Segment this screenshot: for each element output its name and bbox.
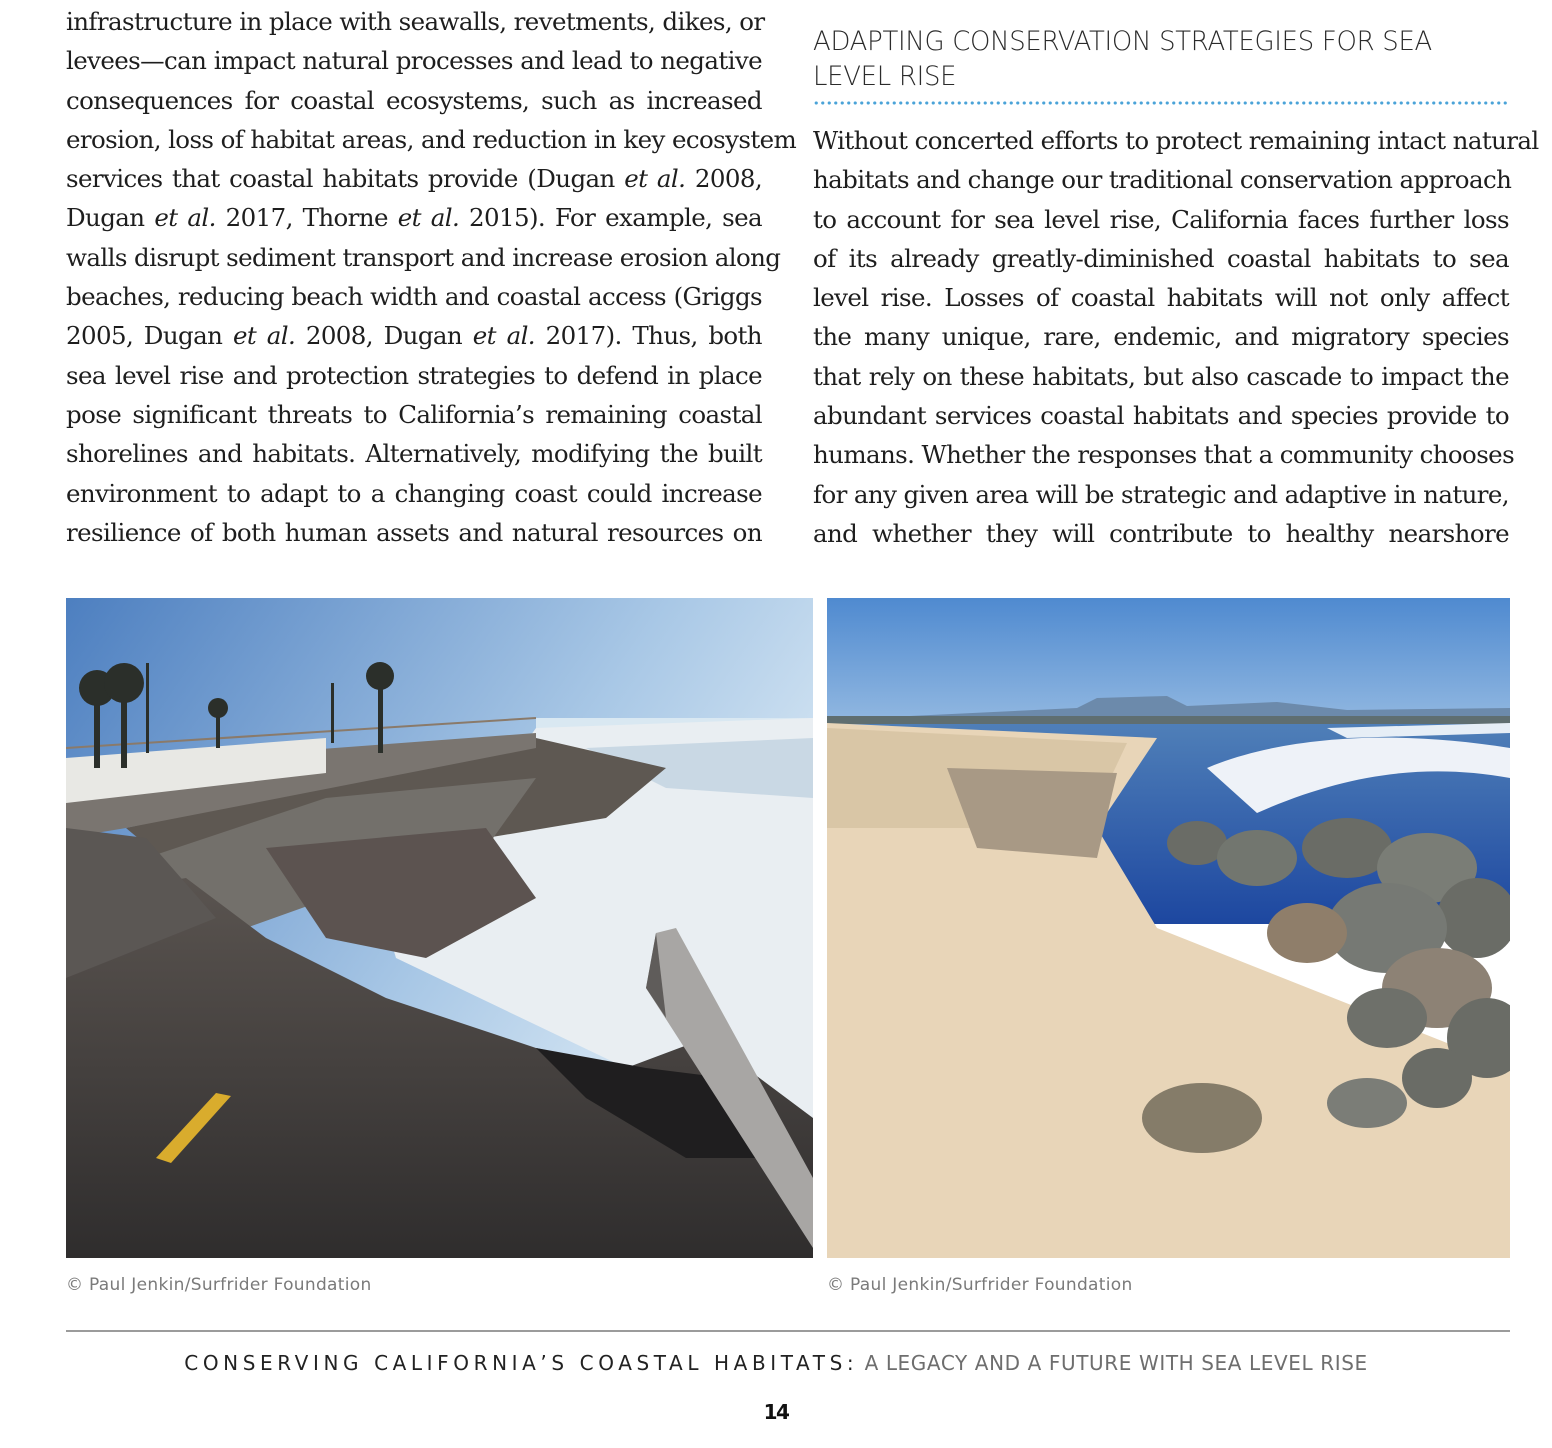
text-line: level rise. Losses of coastal habitats will not only affect [813,283,1509,313]
text-line: habitats and change our traditional conservation approach [813,165,1512,195]
text-line: Dugan et al. 2017, Thorne et al. 2015). For example, sea [66,203,763,233]
text-line: walls disrupt sediment transport and increase erosion along [66,242,781,272]
text-line: pose significant threats to California’s remaining coastal [66,399,762,429]
footer-title-subtitle: A LEGACY AND A FUTURE WITH SEA LEVEL RISE [864,1351,1368,1375]
text-line: of its already greatly-diminished coastal habitats to sea [813,243,1509,273]
page-number: 14 [763,1400,789,1424]
text-line: humans. Whether the responses that a community chooses [813,440,1515,470]
photo-credit-left: © Paul Jenkin/Surfrider Foundation [66,1275,372,1295]
text-line: consequences for coastal ecosystems, such as increased [66,85,762,115]
photo-credit-right: © Paul Jenkin/Surfrider Foundation [827,1275,1133,1295]
text-line: shorelines and habitats. Alternatively, modifying the built [66,439,762,469]
text-line: sea level rise and protection strategies to defend in place [66,360,762,390]
text-line: for any given area will be strategic and adaptive in nature, [813,479,1509,509]
heading-dotted-rule [813,101,1510,105]
footer-divider [66,1330,1510,1332]
text-line: infrastructure in place with seawalls, revetments, dikes, or [66,7,765,36]
text-line: that rely on these habitats, but also cascade to impact the [813,361,1509,391]
text-line: and whether they will contribute to healthy nearshore [813,518,1509,548]
footer-publication-title [0,1351,1552,1375]
text-line: resilience of both human assets and natural resources on [66,517,762,547]
text-line: levees—can impact natural processes and lead to negative [66,46,762,76]
text-line: environment to adapt to a changing coast could increase [66,478,762,508]
body-text-left-column [66,2,797,552]
text-line: 2005, Dugan et al. 2008, Dugan et al. 2017). Thus, both [66,321,762,351]
text-line: abundant services coastal habitats and species provide to [813,401,1509,431]
text-line: services that coastal habitats provide (Dugan et al. 2008, [66,164,763,194]
photo-beach-revetment [827,598,1510,1258]
section-heading: ADAPTING CONSERVATION STRATEGIES FOR SEA LEVEL RISE [813,26,1432,92]
footer-title-main: CONSERVING CALIFORNIA’S COASTAL HABITATS: [184,1351,859,1375]
body-text-right-column [813,121,1539,553]
text-line: to account for sea level rise, California faces further loss [813,204,1509,234]
text-line: beaches, reducing beach width and coastal access (Griggs [66,282,762,312]
beach-revetment-image [827,598,1510,1258]
text-line: erosion, loss of habitat areas, and reduction in key ecosystem [66,124,797,154]
eroded-road-image [66,598,813,1258]
text-line: the many unique, rare, endemic, and migratory species [813,322,1509,352]
photo-eroded-coastal-road [66,598,813,1258]
text-line: Without concerted efforts to protect remaining intact natural [813,126,1539,155]
